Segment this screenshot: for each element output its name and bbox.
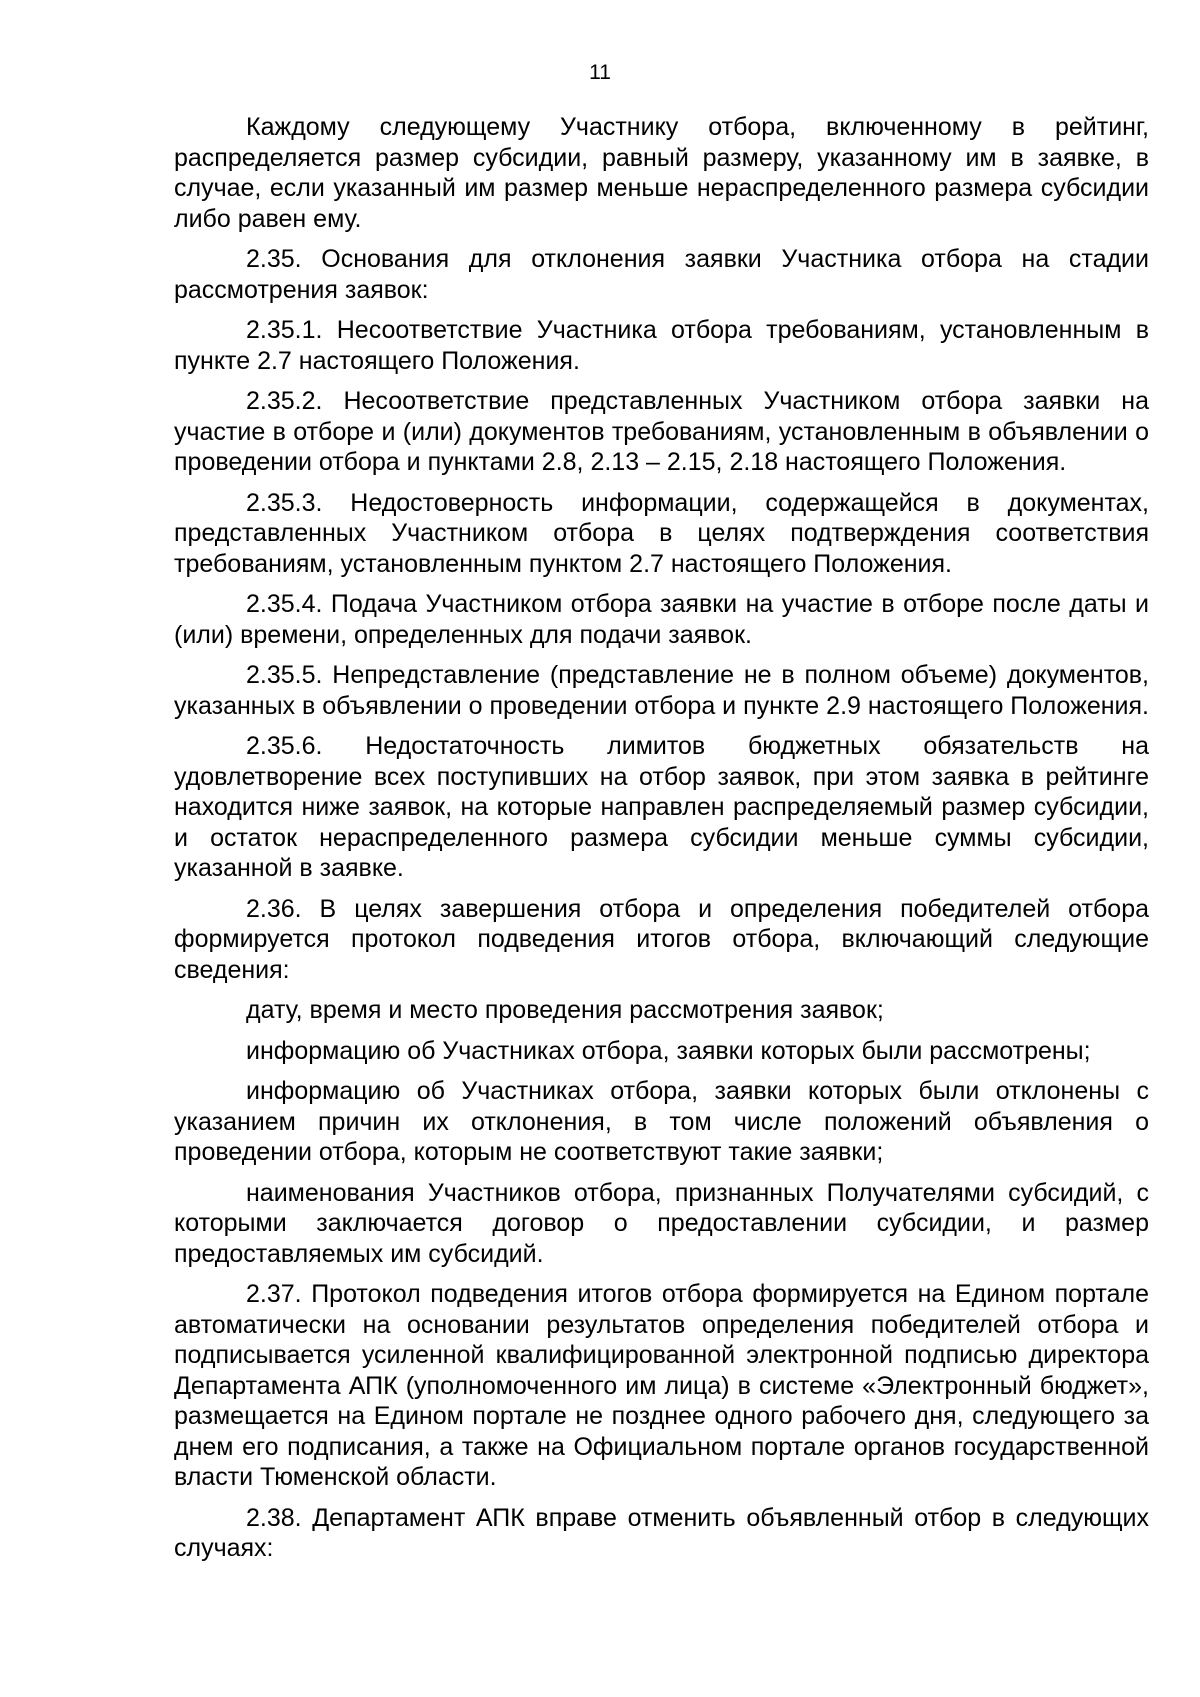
paragraph-2-38: 2.38. Департамент АПК вправе отменить объявленный отбор в следующих случаях: (174, 1503, 1149, 1562)
paragraph-2-37: 2.37. Протокол подведения итогов отбора формируется на Едином портале автоматически на основании результатов определения победителей отбора и подписывается усиленной квалифицированной электронной подписью директора Департамента АПК (уполномоченного им лица) в системе «Электронный бюджет», размещается на Едином портале не позднее одного рабочего дня, следующего за днем его подписания, а также на Официальном портале органов государственной власти Тюменской области. (174, 1280, 1149, 1491)
list-item-date-time-place: дату, время и место проведения рассмотрения заявок; (246, 996, 884, 1024)
paragraph-2-35: 2.35. Основания для отклонения заявки Участника отбора на стадии рассмотрения заявок: (174, 245, 1149, 304)
paragraph-2-35-5: 2.35.5. Непредставление (представление не в полном объеме) документов, указанных в объявлении о проведении отбора и пункте 2.9 настоящего Положения. (174, 661, 1149, 720)
paragraph-2-35-4: 2.35.4. Подача Участником отбора заявки на участие в отборе после даты и (или) времени, определенных для подачи заявок. (174, 590, 1149, 649)
page-number: 11 (589, 61, 611, 84)
document-body (174, 112, 1149, 1574)
paragraph-2-35-6: 2.35.6. Недостаточность лимитов бюджетных обязательств на удовлетворение всех поступивших на отбор заявок, при этом заявка в рейтинге находится ниже заявок, на которые направлен распределяемый размер субсидии, и остаток нераспределенного размера субсидии меньше суммы субсидии, указанной в заявке. (174, 732, 1149, 882)
list-item-reviewed-participants: информацию об Участниках отбора, заявки которых были рассмотрены; (246, 1036, 1091, 1065)
paragraph-2-35-1: 2.35.1. Несоответствие Участника отбора требованиям, установленным в пункте 2.7 настоящего Положения. (174, 316, 1149, 375)
paragraph-2-35-2: 2.35.2. Несоответствие представленных Участником отбора заявки на участие в отборе и (или) документов требованиям, установленным в объявлении о проведении отбора и пунктами 2.8, 2.13 – 2.15, 2.18 настоящего Положения. (174, 387, 1149, 476)
list-item-recipients: наименования Участников отбора, признанных Получателями субсидий, с которыми заключается договор о предоставлении субсидии, и размер предоставляемых им субсидий. (174, 1178, 1149, 1268)
list-item-rejected-participants: информацию об Участниках отбора, заявки которых были отклонены с указанием причин их отклонения, в том числе положений объявления о проведении отбора, которым не соответствуют такие заявки; (174, 1077, 1149, 1166)
paragraph-intro: Каждому следующему Участнику отбора, включенному в рейтинг, распределяется размер субсидии, равный размеру, указанному им в заявке, в случае, если указанный им размер меньше нераспределенного размера субсидии либо равен ему. (174, 113, 1149, 233)
paragraph-2-35-3: 2.35.3. Недостоверность информации, содержащейся в документах, представленных Участником отбора в целях подтверждения соответствия требованиям, установленным пунктом 2.7 настоящего Положения. (174, 488, 1149, 578)
paragraph-2-36: 2.36. В целях завершения отбора и определения победителей отбора формируется протокол подведения итогов отбора, включающий следующие сведения: (174, 894, 1149, 984)
